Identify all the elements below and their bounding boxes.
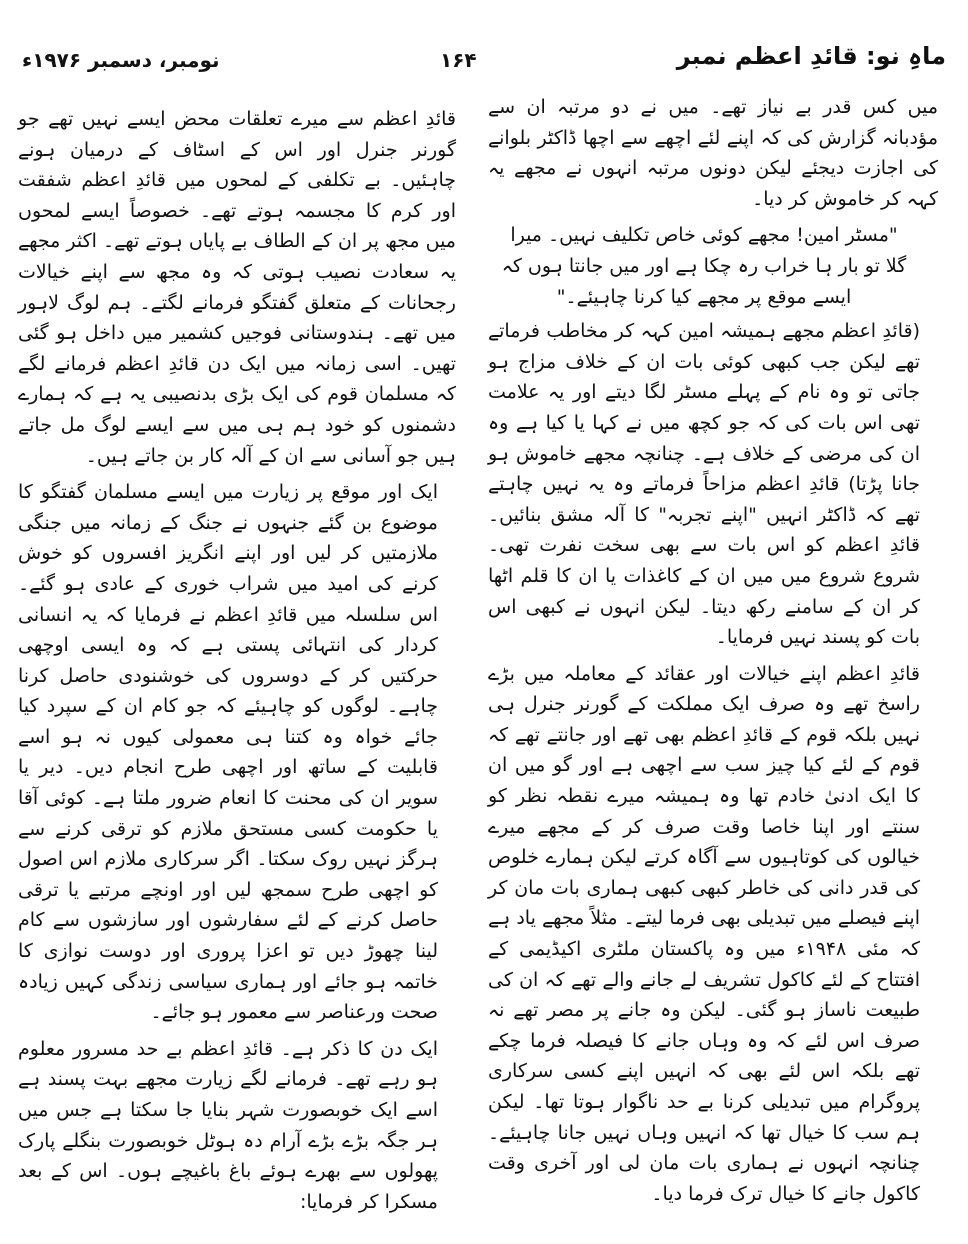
- left-paragraph-3: ایک دن کا ذکر ہے۔ قائدِ اعظم بے حد مسرور معلوم ہو رہے تھے۔ فرمانے لگے زیارت مجھے بہت پسند ہے اسے ایک خوبصورت شہر بنایا جا سکتا ہے جس میں ہر جگہ بڑے بڑے آرام دہ ہوٹل خوبصورت بنگلے پارک پھولوں سے بھرے ہوئے باغ باغیچے ہوں۔ اس کے بعد مسکرا کر فرمایا:: [18, 1037, 438, 1213]
- right-paragraph-2: (قائدِ اعظم مجھے ہمیشہ امین کہہ کر مخاطب فرماتے تھے لیکن جب کبھی کوئی بات ان کے خلاف مزاج ہو جاتی تو وہ نام کے پہلے مسٹر لگا دیتے اور یہ علامت تھی اس بات کی کہ جو کچھ میں نے کہا یا کیا ہے وہ ان کی مرضی کے خلاف ہے۔ چنانچہ مجھے خاموش ہو جانا پڑتا) قائدِ اعظم مزاحاً فرماتے وہ یہ نہیں چاہتے تھے کہ ڈاکٹر انہیں "اپنے تجربہ" کا آلہ مشق بنائیں۔ قائدِ اعظم کو اس بات سے بھی سخت نفرت تھی۔ شروع شروع میں میں ان کے کاغذات یا ان کا قلم اٹھا کر ان کے سامنے رکھ دیتا۔ لیکن انہوں نے کبھی اس بات کو پسند نہیں فرمایا۔: [488, 320, 920, 649]
- magazine-title: ماہِ نو: قائدِ اعظم نمبر: [676, 42, 946, 70]
- page-header: [0, 42, 968, 82]
- quoted-speech: "مسٹر امین! مجھے کوئی خاص تکلیف نہیں۔ میرا گلا تو بار ہا خراب رہ چکا ہے اور میں جانتا ہوں کہ ایسے موقع پر مجھے کیا کرنا چاہیئے۔": [501, 224, 907, 308]
- right-paragraph-3: قائدِ اعظم اپنے خیالات اور عقائد کے معاملہ میں بڑے راسخ تھے وہ صرف ایک مملکت کے گورنر جنرل ہی نہیں بلکہ قوم کے قائدِ اعظم بھی تھے اور جانتے تھے کہ قوم کے لئے کیا چیز سب سے اچھی ہے اور گو میں ان کا ایک ادنیٰ خادم تھا وہ ہمیشہ میرے نقطہ نظر کو سنتے اور اپنا خاصا وقت صرف کر کے مجھے میرے خیالوں کی کوتاہیوں سے آگاہ کرتے لیکن ہمارے خلوص کی قدر دانی کی خاطر کبھی کبھی ہماری بات مان کر اپنے فیصلے میں تبدیلی بھی فرما لیتے۔ مثلاً مجھے یاد ہے کہ مئی ۱۹۴۸ء میں وہ پاکستان ملٹری اکیڈیمی کے افتتاح کے لئے کاکول تشریف لے جانے والے تھے کہ ان کی طبیعت ناساز ہو گئی۔ لیکن وہ جانے پر مصر تھے نہ صرف اس لئے کہ وہ وہاں جانے کا فیصلہ فرما چکے تھے بلکہ اس لئے بھی کہ انہیں اپنے کسی سرکاری پروگرام میں تبدیلی کرنا بے حد ناگوار ہوتا تھا۔ لیکن ہم سب کا خیال تھا کہ انہیں وہاں نہیں جانا چاہیئے۔ چنانچہ انہوں نے ہماری بات مان لی اور آخری وقت کاکول جانے کا خیال ترک فرما دیا۔: [488, 662, 920, 1205]
- page-number: ۱۶۴: [440, 48, 477, 72]
- left-paragraph-1: قائدِ اعظم سے میرے تعلقات محض ایسے نہیں تھے جو گورنر جنرل اور اس کے اسٹاف کے درمیان ہونے چاہئیں۔ بے تکلفی کے لمحوں میں قائدِ اعظم شفقت اور کرم کا مجسمہ ہوتے تھے۔ خصوصاً ایسے لمحوں میں مجھ پر ان کے الطاف بے پایاں ہوتے تھے۔ اکثر مجھے یہ سعادت نصیب ہوتی کہ وہ مجھ سے اپنے خیالات رجحانات کے متعلق گفتگو فرمانے لگتے۔ ہم لوگ لاہور میں تھے۔ ہندوستانی فوجیں کشمیر میں داخل ہو گئی تھیں۔ اسی زمانہ میں ایک دن قائدِ اعظم فرمانے لگے کہ مسلمان قوم کی ایک بڑی بدنصیبی یہ ہے کہ ہمارے دشمنوں کو خود ہم ہی میں سے ایسے لوگ مل جاتے ہیں جو آسانی سے ان کے آلہ کار بن جاتے ہیں۔: [18, 108, 456, 467]
- issue-date: نومبر، دسمبر ۱۹۷۶ء: [22, 48, 220, 72]
- right-paragraph-1: میں کس قدر بے نیاز تھے۔ میں نے دو مرتبہ ان سے مؤدبانہ گزارش کی کہ اپنے لئے اچھے سے اچھا ڈاکٹر بلوانے کی اجازت دیجئے لیکن دونوں مرتبہ انہوں نے مجھے یہ کہہ کر خاموش کر دیا۔: [488, 96, 938, 210]
- left-column: [18, 104, 456, 1213]
- left-paragraph-2: ایک اور موقع پر زیارت میں ایسے مسلمان گفتگو کا موضوع بن گئے جنہوں نے جنگ کے زمانہ میں جنگی ملازمتیں کر لیں اور اپنے انگریز افسروں کو خوش کرنے کی امید میں شراب خوری کے عادی ہو گئے۔ اس سلسلہ میں قائدِ اعظم نے فرمایا کہ یہ انسانی کردار کی انتہائی پستی ہے کہ وہ ایسی اوچھی حرکتیں کر کے دوسروں کی خوشنودی حاصل کرنا چاہے۔ لوگوں کو چاہیئے کہ جو کام ان کے سپرد کیا جائے خواہ وہ کتنا ہی معمولی کیوں نہ ہو اسے قابلیت کے ساتھ اور اچھی طرح انجام دیں۔ دیر یا سویر ان کی محنت کا انعام ضرور ملتا ہے۔ کوئی آقا یا حکومت کسی مستحق ملازم کو ترقی کرنے سے ہرگز نہیں روک سکتا۔ اگر سرکاری ملازم اس اصول کو اچھی طرح سمجھ لیں اور اونچے مرتبے یا ترقی حاصل کرنے کے لئے سفارشوں اور سازشوں سے کام لینا چھوڑ دیں تو اعزا پروری اور دوست نوازی کا خاتمہ ہو جائے اور ہماری سیاسی زندگی کہیں زیادہ صحت ورعناصر سے معمور ہو جائے۔: [18, 481, 438, 1024]
- right-column: [488, 92, 938, 1205]
